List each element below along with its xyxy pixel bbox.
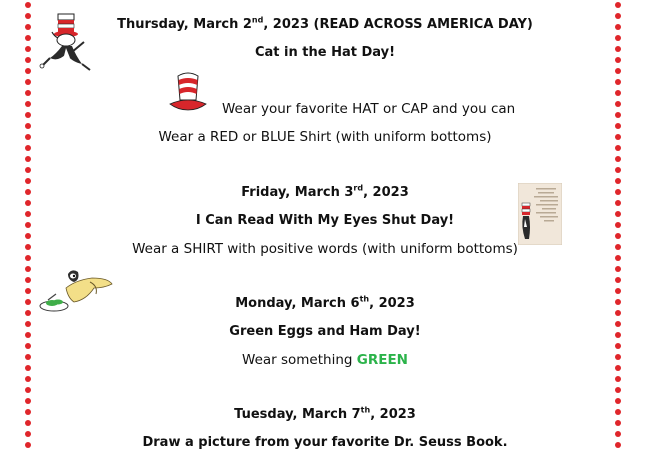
thursday-theme-title: Cat in the Hat Day! xyxy=(254,45,396,60)
border-dot xyxy=(25,387,31,393)
border-dot xyxy=(615,266,621,272)
monday-date-heading: Monday, March 6th, 2023 xyxy=(235,294,415,311)
thursday-instruction-line1: Wear your favorite HAT or CAP and you can xyxy=(222,101,516,117)
border-dot xyxy=(615,343,621,349)
border-dot xyxy=(615,68,621,74)
border-dot xyxy=(25,79,31,85)
border-dot xyxy=(25,233,31,239)
border-dot xyxy=(615,233,621,239)
border-dot xyxy=(615,200,621,206)
border-dot xyxy=(25,200,31,206)
border-dot xyxy=(25,398,31,404)
border-dot xyxy=(25,277,31,283)
border-dot xyxy=(615,288,621,294)
border-dot xyxy=(25,167,31,173)
border-dot xyxy=(615,178,621,184)
friday-date-heading: Friday, March 3rd, 2023 xyxy=(241,183,409,200)
border-dot xyxy=(25,288,31,294)
border-dot xyxy=(615,112,621,118)
border-dot xyxy=(615,90,621,96)
border-dot xyxy=(615,398,621,404)
border-dot xyxy=(615,376,621,382)
border-dot xyxy=(25,376,31,382)
border-dot xyxy=(25,156,31,162)
monday-instruction-line xyxy=(0,352,650,368)
monday-theme-title: Green Eggs and Ham Day! xyxy=(229,324,421,339)
border-dot xyxy=(25,90,31,96)
border-dot xyxy=(615,35,621,41)
border-dot xyxy=(615,156,621,162)
border-dot xyxy=(25,112,31,118)
tuesday-date-heading: Tuesday, March 7th, 2023 xyxy=(234,405,416,422)
border-dot xyxy=(615,101,621,107)
border-dot xyxy=(25,68,31,74)
border-dot xyxy=(25,266,31,272)
tuesday-theme-title: Draw a picture from your favorite Dr. Seuss Book. xyxy=(142,435,508,450)
border-dot xyxy=(615,2,621,8)
border-dot xyxy=(615,145,621,151)
friday-instruction-line: Wear a SHIRT with positive words (with uniform bottoms) xyxy=(132,241,518,257)
border-dot xyxy=(25,178,31,184)
border-dot xyxy=(615,277,621,283)
green-word: GREEN xyxy=(356,352,408,368)
border-dot xyxy=(25,2,31,8)
border-dot xyxy=(25,145,31,151)
thursday-instruction-line2: Wear a RED or BLUE Shirt (with uniform bottoms) xyxy=(158,129,492,145)
striped-hat-icon xyxy=(168,70,208,114)
friday-theme-title: I Can Read With My Eyes Shut Day! xyxy=(195,213,455,228)
monday-instruction-text: Wear something xyxy=(242,352,357,368)
border-dot xyxy=(25,101,31,107)
border-dot xyxy=(25,343,31,349)
border-dot xyxy=(615,79,621,85)
border-dot xyxy=(615,387,621,393)
thursday-date-heading: Thursday, March 2nd, 2023 (READ ACROSS AMERICA DAY) xyxy=(117,15,533,32)
border-dot xyxy=(25,35,31,41)
border-dot xyxy=(615,167,621,173)
